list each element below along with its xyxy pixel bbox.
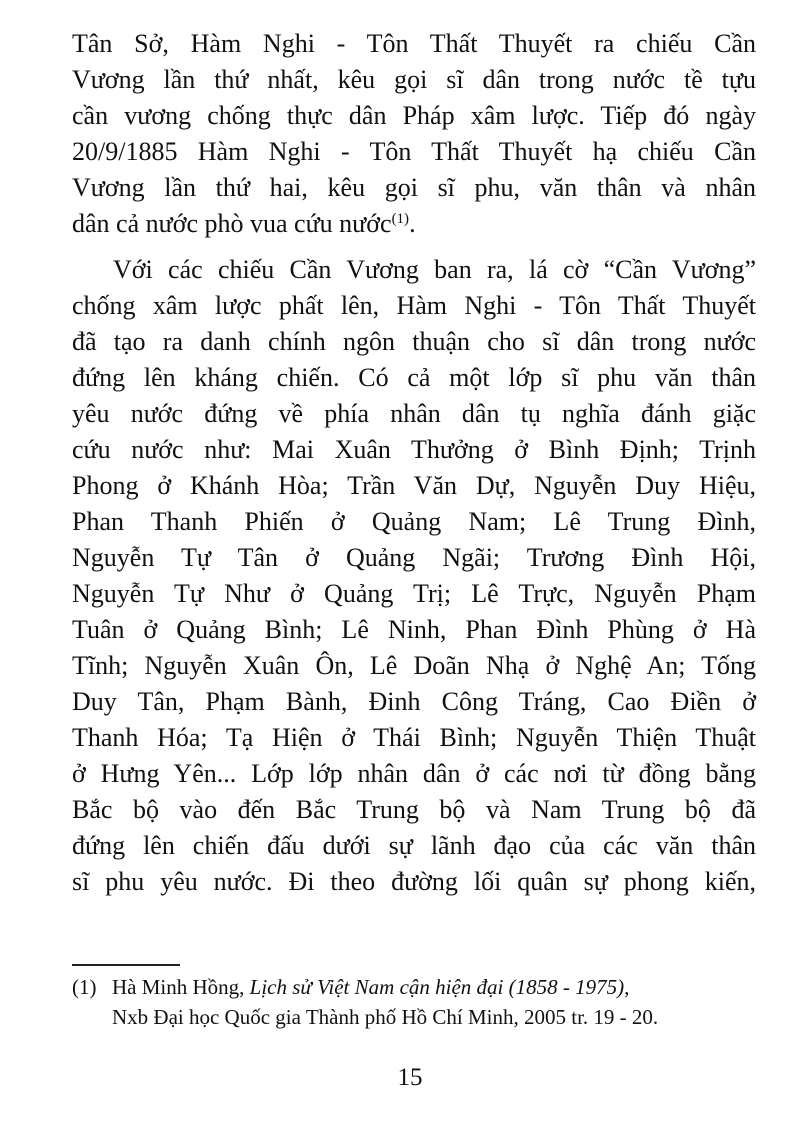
text-line: Vương lần thứ hai, kêu gọi sĩ phu, văn thân và nhân (72, 173, 756, 202)
text-line: Bắc bộ vào đến Bắc Trung bộ và Nam Trung bộ đã (72, 795, 756, 824)
footnote-author: Hà Minh Hồng, (112, 975, 250, 999)
text-line: đứng lên kháng chiến. Có cả một lớp sĩ phu văn thân (72, 363, 756, 392)
footnote-reference[interactable]: (1) (391, 211, 410, 227)
footnote-line-2: Nxb Đại học Quốc gia Thành phố Hồ Chí Minh, 2005 tr. 19 - 20. (112, 1005, 659, 1029)
text-line: sĩ phu yêu nước. Đi theo đường lối quân sự phong kiến, (72, 867, 756, 896)
text-line: chống xâm lược phất lên, Hàm Nghi - Tôn Thất Thuyết (72, 291, 756, 320)
text-line: Phan Thanh Phiến ở Quảng Nam; Lê Trung Đình, (72, 507, 756, 536)
text-line: Nguyễn Tự Như ở Quảng Trị; Lê Trực, Nguyễn Phạm (72, 579, 756, 608)
text-line: Tân Sở, Hàm Nghi - Tôn Thất Thuyết ra chiếu Cần (72, 29, 756, 58)
footnote-divider (72, 964, 180, 966)
text-line: Tuân ở Quảng Bình; Lê Ninh, Phan Đình Phùng ở Hà (72, 615, 756, 644)
paragraph-2 (72, 252, 756, 900)
paragraph-1 (72, 26, 756, 242)
text-line: đã tạo ra danh chính ngôn thuận cho sĩ dân trong nước (72, 327, 756, 356)
text-line: Vương lần thứ nhất, kêu gọi sĩ dân trong nước tề tựu (72, 65, 756, 94)
text-line: yêu nước đứng về phía nhân dân tụ nghĩa đánh giặc (72, 399, 756, 428)
text-line: Thanh Hóa; Tạ Hiện ở Thái Bình; Nguyễn Thiện Thuật (72, 723, 756, 752)
period: . (409, 209, 416, 238)
page-number: 15 (397, 1064, 423, 1091)
text-line (72, 206, 756, 242)
text-line: Phong ở Khánh Hòa; Trần Văn Dự, Nguyễn Duy Hiệu, (72, 471, 756, 500)
text-line: cần vương chống thực dân Pháp xâm lược. Tiếp đó ngày (72, 101, 756, 130)
text-line: ở Hưng Yên... Lớp lớp nhân dân ở các nơi từ đồng bằng (72, 759, 756, 788)
text-line: Tĩnh; Nguyễn Xuân Ôn, Lê Doãn Nhạ ở Nghệ An; Tống (72, 651, 756, 680)
text-line: 20/9/1885 Hàm Nghi - Tôn Thất Thuyết hạ chiếu Cần (72, 137, 756, 166)
footnote-title: Lịch sử Việt Nam cận hiện đại (1858 - 1975) (249, 975, 625, 999)
body-text (72, 26, 756, 910)
footnote-line-1 (72, 972, 772, 1002)
footnote-comma: , (624, 975, 630, 999)
text-line: Nguyễn Tự Tân ở Quảng Ngãi; Trương Đình Hội, (72, 543, 756, 572)
text-line: Với các chiếu Cần Vương ban ra, lá cờ “Cần Vương” (113, 255, 756, 284)
text-line: Duy Tân, Phạm Bành, Đinh Công Tráng, Cao Điền ở (72, 687, 756, 716)
text-line: cứu nước như: Mai Xuân Thưởng ở Bình Định; Trịnh (72, 435, 756, 464)
footnote-number: (1) (72, 975, 97, 999)
text-span: dân cả nước phò vua cứu nước (72, 209, 392, 238)
text-line: đứng lên chiến đấu dưới sự lãnh đạo của các văn thân (72, 831, 756, 860)
footnote (72, 972, 772, 1032)
